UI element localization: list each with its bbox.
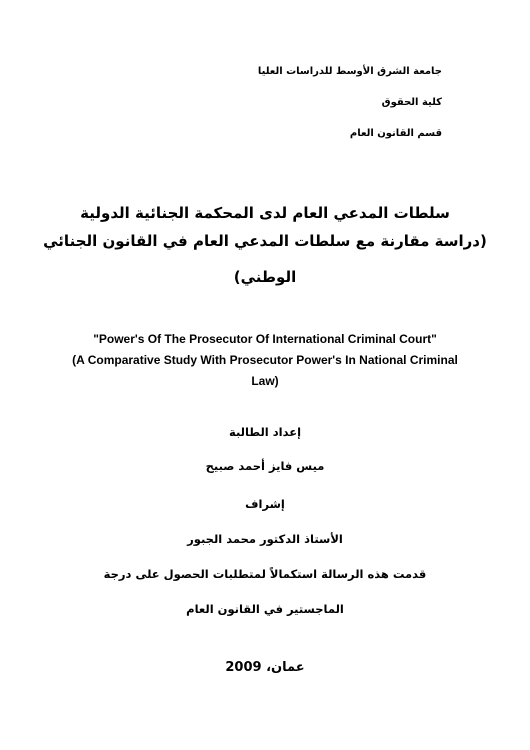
university-name: جامعة الشرق الأوسط للدراسات العليا [257, 66, 442, 77]
submission-line-2: الماجستير في القانون العام [186, 602, 344, 616]
arabic-title-line-3: الوطني) [233, 268, 297, 286]
faculty-name: كلية الحقوق [381, 97, 442, 108]
supervisor-name: الأستاذ الدكتور محمد الجبور [187, 532, 343, 546]
english-title-line-2: (A Comparative Study With Prosecutor Power's In National Criminal [72, 353, 458, 367]
arabic-title-line-2: (دراسة مقارنة مع سلطات المدعي العام في القانون الجنائي [43, 232, 487, 250]
department-name: قسم القانون العام [349, 128, 442, 139]
author-label: إعداد الطالبة [228, 425, 302, 439]
place-and-date: عمان، 2009 [225, 660, 305, 675]
english-title-line-1: "Power's Of The Prosecutor Of International Criminal Court" [93, 332, 437, 346]
english-title-line-3: Law) [251, 374, 279, 388]
supervision-label: إشراف [245, 497, 285, 511]
author-name: ميس فايز أحمد صبيح [205, 459, 325, 473]
submission-line-1: قدمت هذه الرسالة استكمالاً لمتطلبات الحصول على درجة [103, 567, 427, 581]
arabic-title-line-1: سلطات المدعي العام لدى المحكمة الجنائية الدولية [80, 204, 450, 222]
